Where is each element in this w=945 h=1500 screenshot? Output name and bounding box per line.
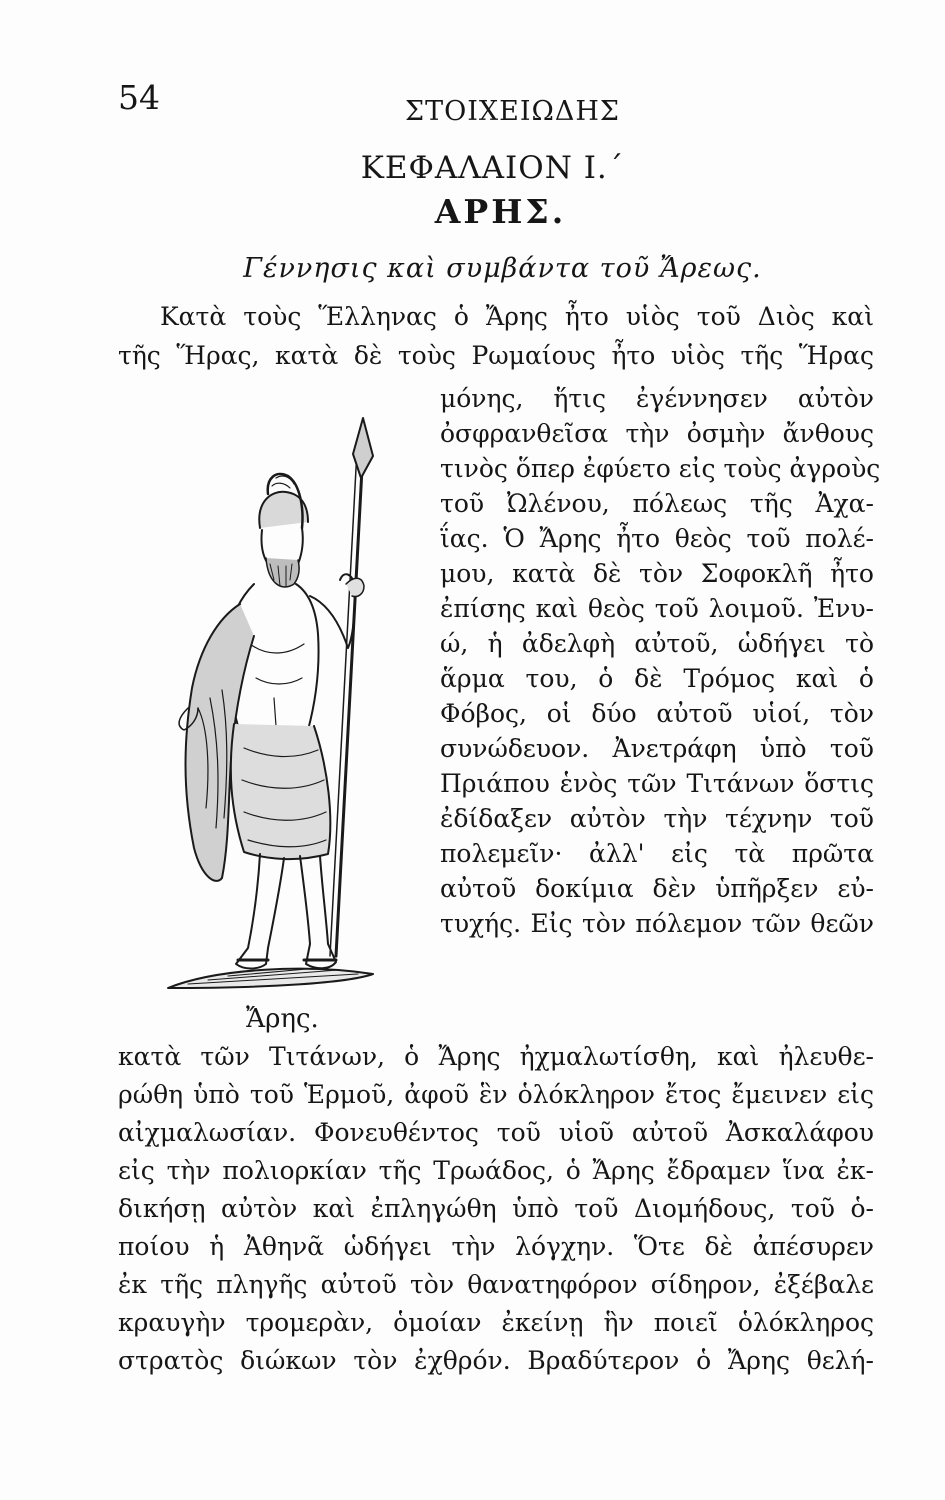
column-line: τινὸς ὅπερ ἐφύετο εἰς τοὺς ἀγροὺς bbox=[440, 454, 881, 483]
text-line: δικήσῃ αὐτὸν καὶ ἐπληγώθη ὑπὸ τοῦ Διομήδους, τοῦ ὁ- bbox=[118, 1194, 874, 1223]
column-line: ώ, ἡ ἀδελφὴ αὐτοῦ, ὡδήγει τὸ bbox=[440, 629, 874, 658]
column-line: πολεμεῖν· ἀλλ' εἰς τὰ πρῶτα bbox=[440, 839, 874, 868]
text-line: Κατὰ τοὺς Ἕλληνας ὁ Ἄρης ἦτο υἱὸς τοῦ Διὸς καὶ bbox=[160, 302, 874, 331]
page-number: 54 bbox=[118, 78, 160, 117]
column-line: τυχής. Εἰς τὸν πόλεμον τῶν θεῶν bbox=[440, 909, 874, 938]
ares-illustration bbox=[158, 408, 408, 996]
text-line: ρώθη ὑπὸ τοῦ Ἑρμοῦ, ἀφοῦ ἓν ὁλόκληρον ἔτος ἔμεινεν εἰς bbox=[118, 1080, 874, 1109]
text-line: ἐκ τῆς πληγῆς αὐτοῦ τὸν θανατηφόρον σίδηρον, ἐξέβαλε bbox=[118, 1270, 874, 1299]
column-line: ΐας. Ὁ Ἄρης ἦτο θεὸς τοῦ πολέ- bbox=[440, 524, 874, 553]
figure-caption: Ἄρης. bbox=[246, 1004, 319, 1034]
chapter-title: ΑΡΗΣ. bbox=[434, 192, 567, 231]
text-line: αἰχμαλωσίαν. Φονευθέντος τοῦ υἱοῦ αὐτοῦ Ἀσκαλάφου bbox=[118, 1118, 874, 1147]
column-line: συνώδευον. Ἀνετράφη ὑπὸ τοῦ bbox=[440, 734, 874, 763]
column-line: μόνης, ἥτις ἐγέννησεν αὐτὸν bbox=[440, 384, 874, 413]
text-line: εἰς τὴν πολιορκίαν τῆς Τρωάδος, ὁ Ἄρης ἔδραμεν ἵνα ἐκ- bbox=[118, 1156, 874, 1185]
text-line: κραυγὴν τρομερὰν, ὁμοίαν ἐκείνῃ ἣν ποιεῖ ὁλόκληρος bbox=[118, 1308, 874, 1337]
column-line: ἅρμα του, ὁ δὲ Τρόμος καὶ ὁ bbox=[440, 664, 874, 693]
section-subtitle: Γέννησις καὶ συμβάντα τοῦ Ἄρεως. bbox=[243, 253, 762, 284]
text-line: κατὰ τῶν Τιτάνων, ὁ Ἄρης ἠχμαλωτίσθη, καὶ ἠλευθε- bbox=[118, 1042, 874, 1071]
running-head: ΣΤΟΙΧΕΙΩΔΗΣ bbox=[404, 96, 621, 127]
column-line: Πριάπου ἑνὸς τῶν Τιτάνων ὅστις bbox=[440, 769, 874, 798]
column-line: Φόβος, οἱ δύο αὐτοῦ υἱοί, τὸν bbox=[440, 699, 874, 728]
column-line: αὐτοῦ δοκίμια δὲν ὑπῆρξεν εὐ- bbox=[440, 874, 874, 903]
text-line: ποίου ἡ Ἀθηνᾶ ὡδήγει τὴν λόγχην. Ὅτε δὲ ἀπέσυρεν bbox=[118, 1232, 874, 1261]
text-line: στρατὸς διώκων τὸν ἐχθρόν. Βραδύτερον ὁ Ἄρης θελή- bbox=[118, 1346, 874, 1375]
column-line: ἐπίσης καὶ θεὸς τοῦ λοιμοῦ. Ἐνυ- bbox=[440, 594, 874, 623]
column-line: τοῦ Ὠλένου, πόλεως τῆς Ἀχα- bbox=[440, 489, 874, 518]
text-line: τῆς Ἥρας, κατὰ δὲ τοὺς Ρωμαίους ἦτο υἱὸς τῆς Ἥρας bbox=[118, 341, 874, 370]
column-line: μου, κατὰ δὲ τὸν Σοφοκλῆ ἦτο bbox=[440, 559, 874, 588]
chapter-heading: ΚΕΦΑΛΑΙΟΝ Ι.΄ bbox=[360, 150, 625, 186]
column-line: ἐδίδαξεν αὐτὸν τὴν τέχνην τοῦ bbox=[440, 804, 874, 833]
column-line: ὀσφρανθεῖσα τὴν ὀσμὴν ἄνθους bbox=[440, 419, 874, 448]
